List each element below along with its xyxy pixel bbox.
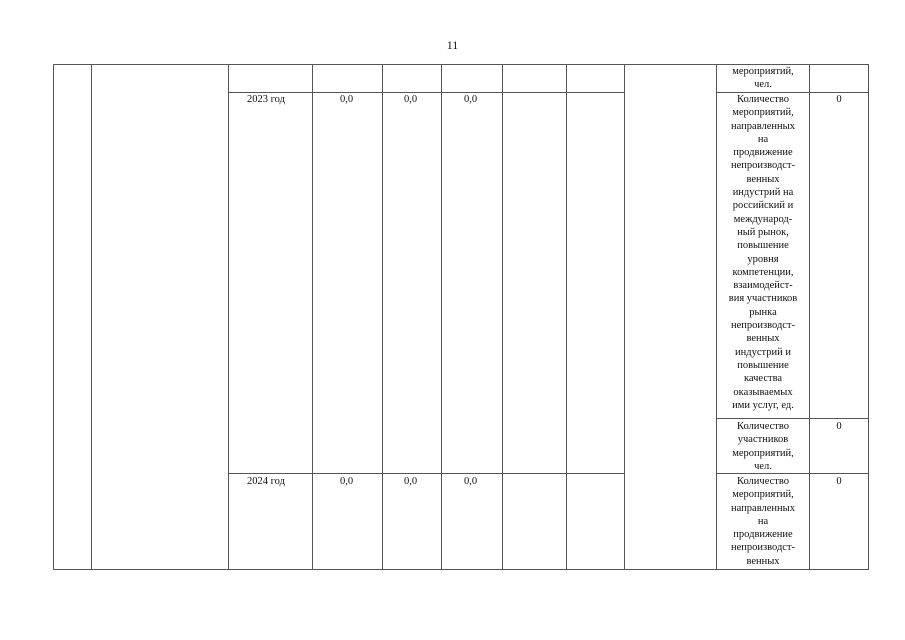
page-number: 11: [446, 38, 459, 52]
value-cell: 0,0: [340, 476, 354, 487]
column-divider: [624, 64, 625, 570]
table-border-bottom: [53, 569, 869, 570]
indicator-value: 0: [836, 421, 842, 432]
column-divider: [228, 64, 229, 570]
indicator-text: мероприятий, чел.: [732, 66, 794, 91]
indicator-text: Количество мероприятий, направленных на продвижение непроизводст- венных индустрий на российский и международ- ный рынок, повышение уровня компетенции, взаимодейст- вия участников рынка непроизводст- венных индустрий и повышение качества оказываемых ими услуг, ед.: [728, 94, 798, 411]
column-divider: [566, 64, 567, 570]
row-divider: [228, 92, 624, 93]
table-border-right: [868, 64, 869, 570]
year-cell: 2024 год: [247, 476, 285, 487]
indicator-text: Количество участников мероприятий, чел.: [732, 421, 794, 472]
indicator-value: 0: [836, 476, 842, 487]
column-divider: [441, 64, 442, 570]
column-divider: [382, 64, 383, 570]
column-divider: [502, 64, 503, 570]
column-divider: [312, 64, 313, 570]
indicator-value: 0: [836, 94, 842, 105]
row-divider: [228, 473, 624, 474]
value-cell: 0,0: [404, 476, 418, 487]
row-divider: [716, 418, 869, 419]
value-cell: 0,0: [404, 94, 418, 105]
column-divider: [716, 64, 717, 570]
column-divider: [91, 64, 92, 570]
value-cell: 0,0: [464, 94, 478, 105]
value-cell: 0,0: [464, 476, 478, 487]
indicator-text: Количество мероприятий, направленных на продвижение непроизводст- венных: [730, 476, 796, 567]
year-cell: 2023 год: [247, 94, 285, 105]
value-cell: 0,0: [340, 94, 354, 105]
column-divider: [809, 64, 810, 570]
table-border-left: [53, 64, 54, 570]
